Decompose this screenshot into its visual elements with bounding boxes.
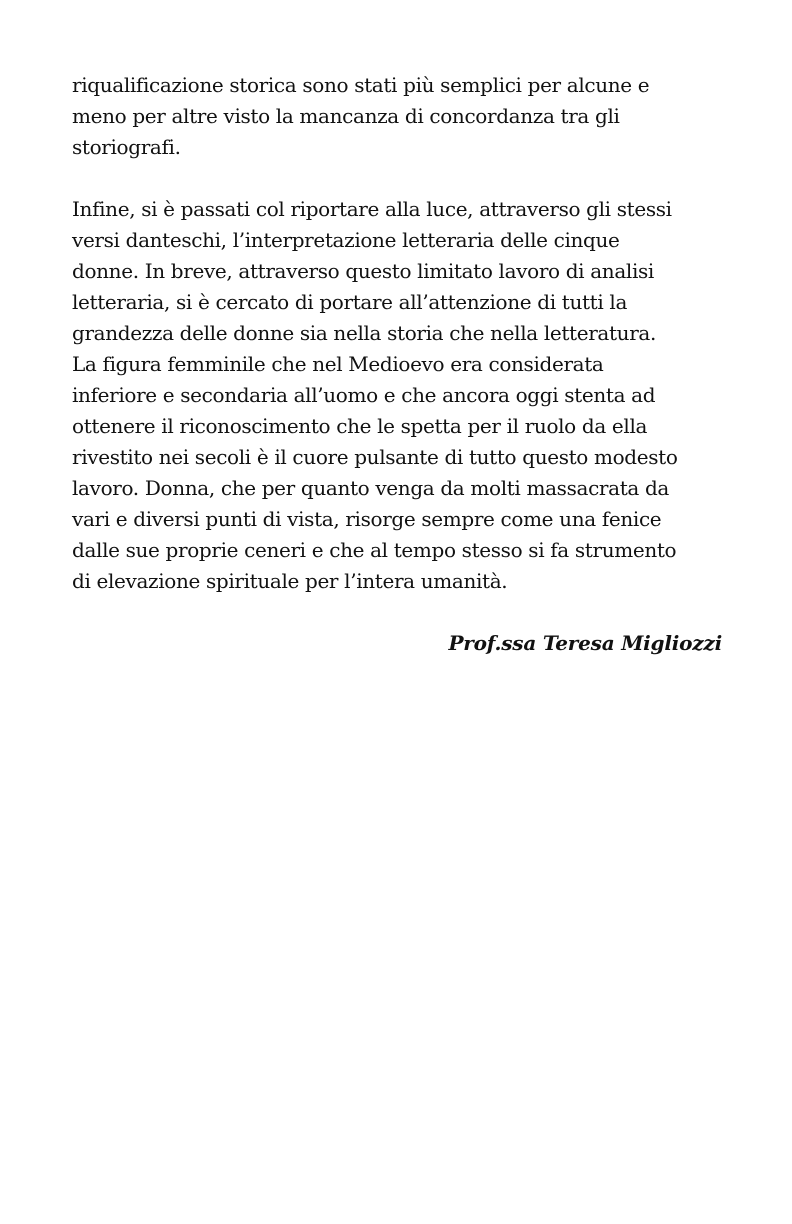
paragraph-1 <box>72 70 722 163</box>
text-line: storiografi. <box>72 135 181 159</box>
text-line: lavoro. Donna, che per quanto venga da molti massacrata da <box>72 476 670 500</box>
author-signature: Prof.ssa Teresa Migliozzi <box>448 631 722 655</box>
text-line: vari e diversi punti di vista, risorge sempre come una fenice <box>72 507 662 531</box>
paragraph-2 <box>72 194 722 597</box>
text-line: donne. In breve, attraverso questo limitato lavoro di analisi <box>72 259 654 283</box>
text-line: rivestito nei secoli è il cuore pulsante di tutto questo modesto <box>72 445 678 469</box>
text-line: dalle sue proprie ceneri e che al tempo stesso si fa strumento <box>72 538 677 562</box>
text-line: meno per altre visto la mancanza di concordanza tra gli <box>72 104 620 128</box>
text-line: grandezza delle donne sia nella storia che nella letteratura. <box>72 321 657 345</box>
text-line: riqualificazione storica sono stati più semplici per alcune e <box>72 73 650 97</box>
document-page <box>72 70 722 659</box>
text-line: inferiore e secondaria all’uomo e che ancora oggi stenta ad <box>72 383 656 407</box>
text-line: La figura femminile che nel Medioevo era considerata <box>72 352 604 376</box>
text-line: versi danteschi, l’interpretazione letteraria delle cinque <box>72 228 620 252</box>
text-line: ottenere il riconoscimento che le spetta per il ruolo da ella <box>72 414 648 438</box>
text-line: letteraria, si è cercato di portare all’attenzione di tutti la <box>72 290 628 314</box>
text-line: di elevazione spirituale per l’intera umanità. <box>72 569 508 593</box>
text-line: Infine, si è passati col riportare alla luce, attraverso gli stessi <box>72 197 672 221</box>
